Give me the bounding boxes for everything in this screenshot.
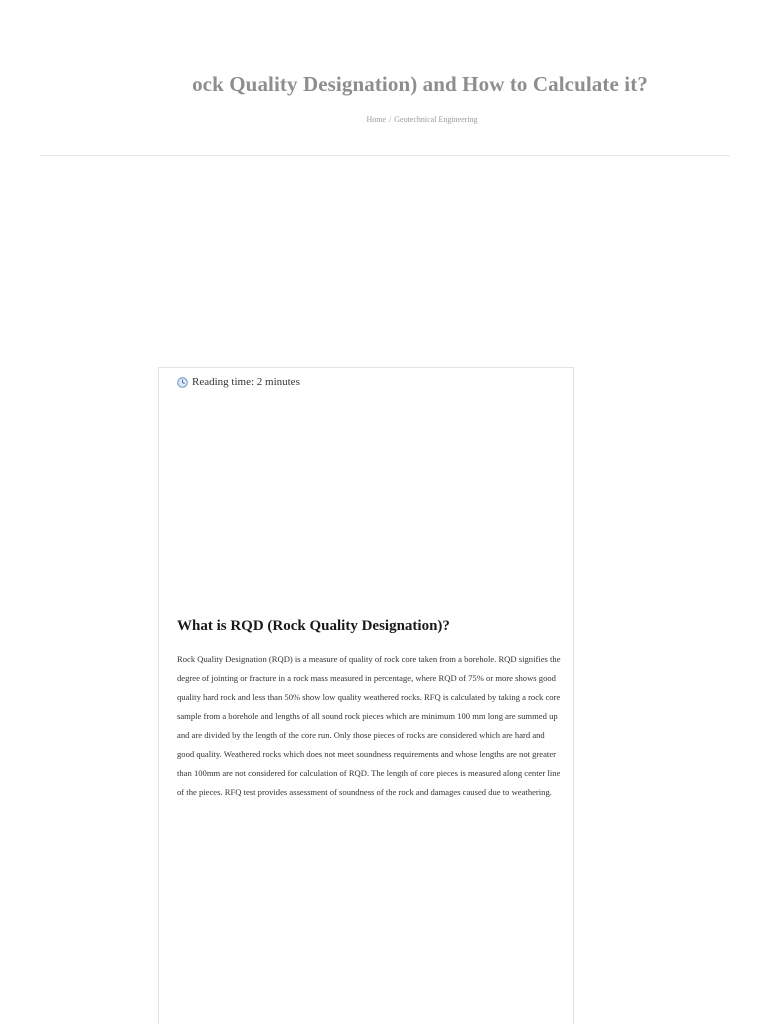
reading-time-label: Reading time: 2 minutes xyxy=(192,376,300,388)
clock-icon xyxy=(177,377,188,388)
page-title: ock Quality Designation) and How to Calculate it? xyxy=(192,72,648,96)
breadcrumb xyxy=(0,115,768,124)
reading-time xyxy=(177,376,300,388)
article-paragraph: Rock Quality Designation (RQD) is a measure of quality of rock core taken from a borehole. RQD signifies the degree of jointing or fracture in a rock mass measured in percentage, where RQD of 75% or more shows good quality hard rock and less than 50% show low quality weathered rocks. RFQ is calculated by taking a rock core sample from a borehole and lengths of all sound rock pieces which are minimum 100 mm long are summed up and are divided by the length of the core run. Only those pieces of rocks are considered which are hard and good quality. Weathered rocks which does not meet soundness requirements and whose lengths are not greater than 100mm are not considered for calculation of RQD. The length of core pieces is measured along center line of the pieces. RFQ test provides assessment of soundness of the rock and damages caused due to weathering. xyxy=(177,654,561,797)
header-divider xyxy=(40,155,730,156)
breadcrumb-home-link[interactable]: Home xyxy=(366,115,387,124)
section-heading: What is RQD (Rock Quality Designation)? xyxy=(177,618,450,634)
breadcrumb-category-link[interactable]: Geotechnical Engineering xyxy=(394,115,478,124)
article-card xyxy=(158,367,574,1024)
breadcrumb-separator: / xyxy=(389,115,392,124)
